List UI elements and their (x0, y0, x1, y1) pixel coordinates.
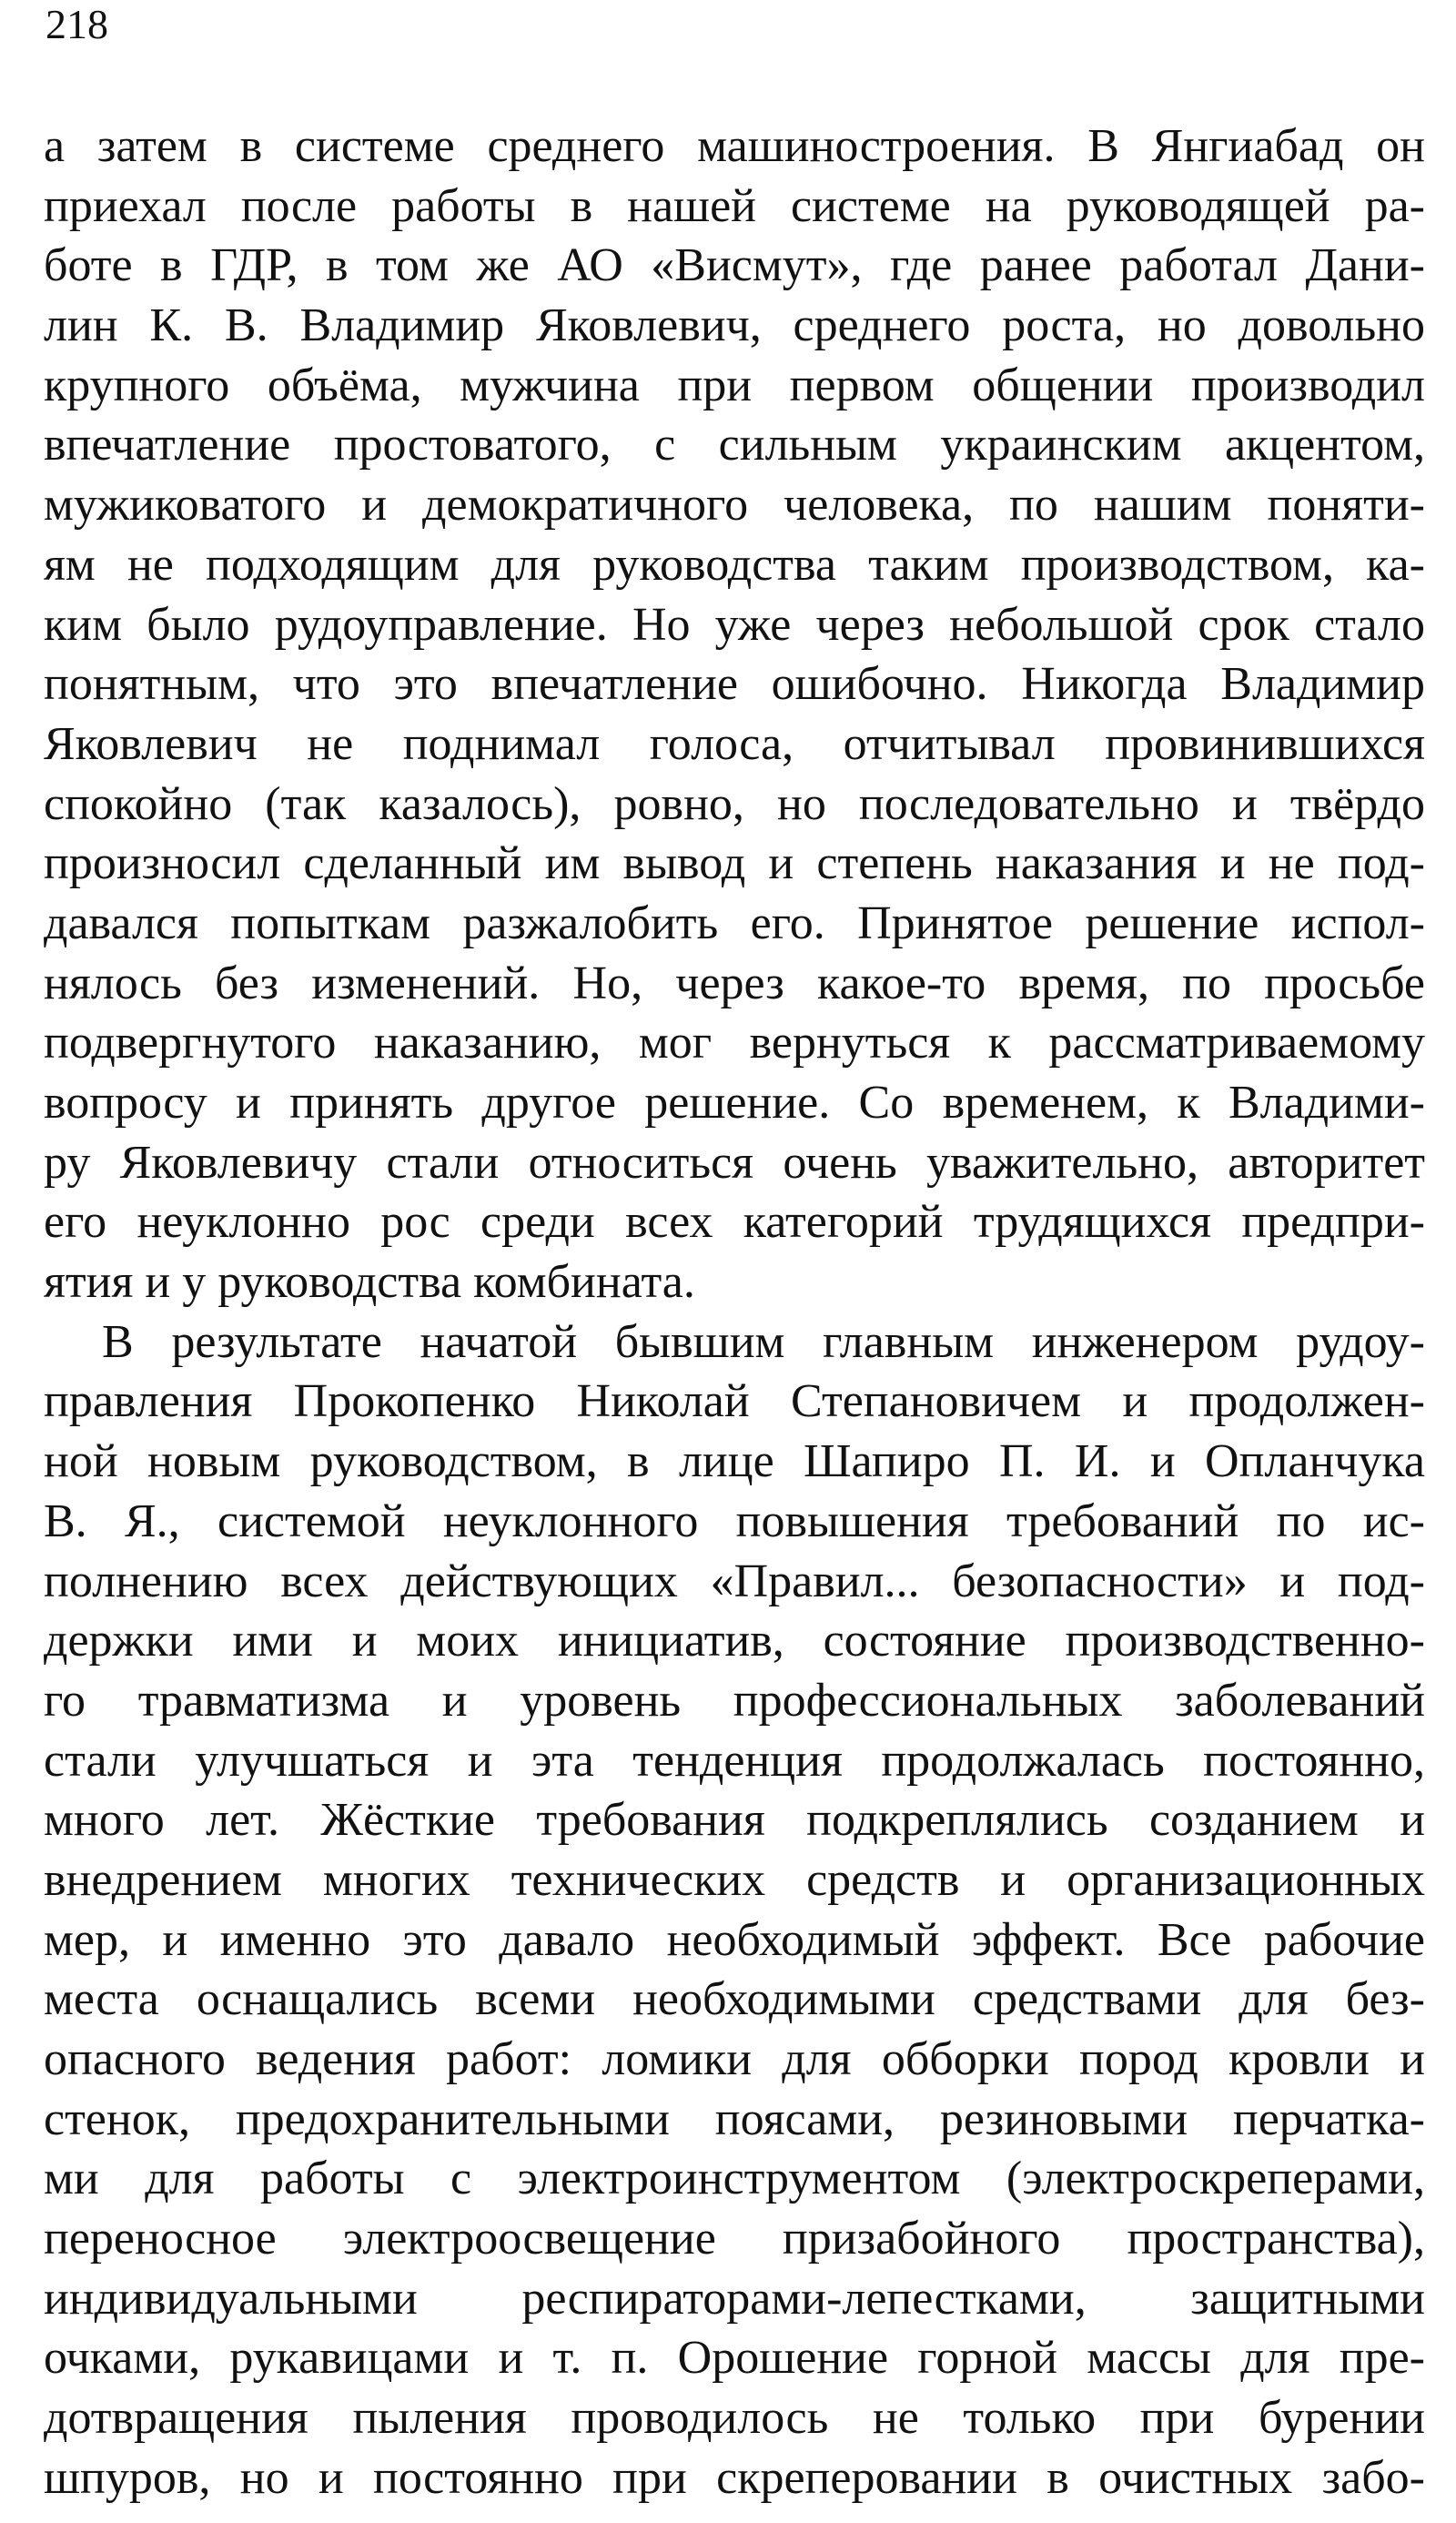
text-line: стали улучшаться и эта тенденция продолжалась постоянно, (44, 1734, 1425, 1787)
text-line: ной новым руководством, в лице Шапиро П. И. и Опланчука (44, 1435, 1425, 1488)
text-line: ким было рудоуправление. Но уже через небольшой срок стало (44, 598, 1425, 651)
text-line: правления Прокопенко Николай Степановичем и продолжен- (44, 1375, 1425, 1428)
text-line: го травматизма и уровень профессиональных заболеваний (44, 1674, 1425, 1727)
text-line: нялось без изменений. Но, через какое-то время, по просьбе (44, 957, 1425, 1009)
text-line: ям не подходящим для руководства таким производством, ка- (44, 538, 1425, 591)
text-line: а затем в системе среднего машиностроения. В Янгиабад он (44, 120, 1425, 172)
text-line: внедрением многих технических средств и организационных (44, 1853, 1425, 1906)
text-line: опасного ведения работ: ломики для обборки пород кровли и (44, 2033, 1425, 2085)
page-number: 218 (46, 1, 108, 47)
text-line: мер, и именно это давало необходимый эффект. Все рабочие (44, 1913, 1425, 1966)
text-line: приехал после работы в нашей системе на руководящей ра- (44, 179, 1425, 232)
text-line: В. Я., системой неуклонного повышения требований по ис- (44, 1495, 1425, 1547)
text-line: очками, рукавицами и т. п. Орошение горной массы для пре- (44, 2332, 1425, 2385)
text-line: Яковлевич не поднимал голоса, отчитывал провинившихся (44, 717, 1425, 770)
text-line: подвергнутого наказанию, мог вернуться к рассматриваемому (44, 1017, 1425, 1069)
text-line: вопросу и принять другое решение. Со временем, к Владими- (44, 1077, 1425, 1129)
text-line: впечатление простоватого, с сильным украинским акцентом, (44, 419, 1425, 471)
text-line: переносное электроосвещение призабойного пространства), (44, 2213, 1425, 2265)
text-line: дотвращения пыления проводилось не только при бурении (44, 2392, 1425, 2445)
text-line: В результате начатой бывшим главным инженером рудоу- (102, 1315, 1425, 1368)
text-line: понятным, что это впечатление ошибочно. Никогда Владимир (44, 658, 1425, 711)
text-line: много лет. Жёсткие требования подкреплялись созданием и (44, 1794, 1425, 1847)
text-line: его неуклонно рос среди всех категорий трудящихся предпри- (44, 1196, 1425, 1249)
text-line: произносил сделанный им вывод и степень наказания и не под- (44, 837, 1425, 890)
body-text (44, 117, 1425, 2508)
text-line: ми для работы с электроинструментом (электроскреперами, (44, 2153, 1425, 2205)
text-line: давался попыткам разжалобить его. Принятое решение испол- (44, 897, 1425, 949)
text-line: ятия и у руководства комбината. (44, 1256, 695, 1309)
text-line: полнению всех действующих «Правил... безопасности» и под- (44, 1555, 1425, 1607)
text-line: индивидуальными респираторами-лепестками, защитными (44, 2272, 1425, 2325)
text-line: места оснащались всеми необходимыми средствами для без- (44, 1973, 1425, 2026)
text-line: ру Яковлевичу стали относиться очень уважительно, авторитет (44, 1136, 1425, 1189)
text-line: крупного объёма, мужчина при первом общении производил (44, 359, 1425, 411)
text-line: мужиковатого и демократичного человека, по нашим поняти- (44, 479, 1425, 532)
text-line: боте в ГДР, в том же АО «Висмут», где ранее работал Дани- (44, 239, 1425, 292)
text-line: шпуров, но и постоянно при скреперовании в очистных забо- (44, 2451, 1425, 2504)
text-line: спокойно (так казалось), ровно, но последовательно и твёрдо (44, 777, 1425, 830)
text-line: лин К. В. Владимир Яковлевич, среднего роста, но довольно (44, 299, 1425, 352)
text-line: стенок, предохранительными поясами, резиновыми перчатка- (44, 2092, 1425, 2145)
text-line: держки ими и моих инициатив, состояние производственно- (44, 1615, 1425, 1667)
